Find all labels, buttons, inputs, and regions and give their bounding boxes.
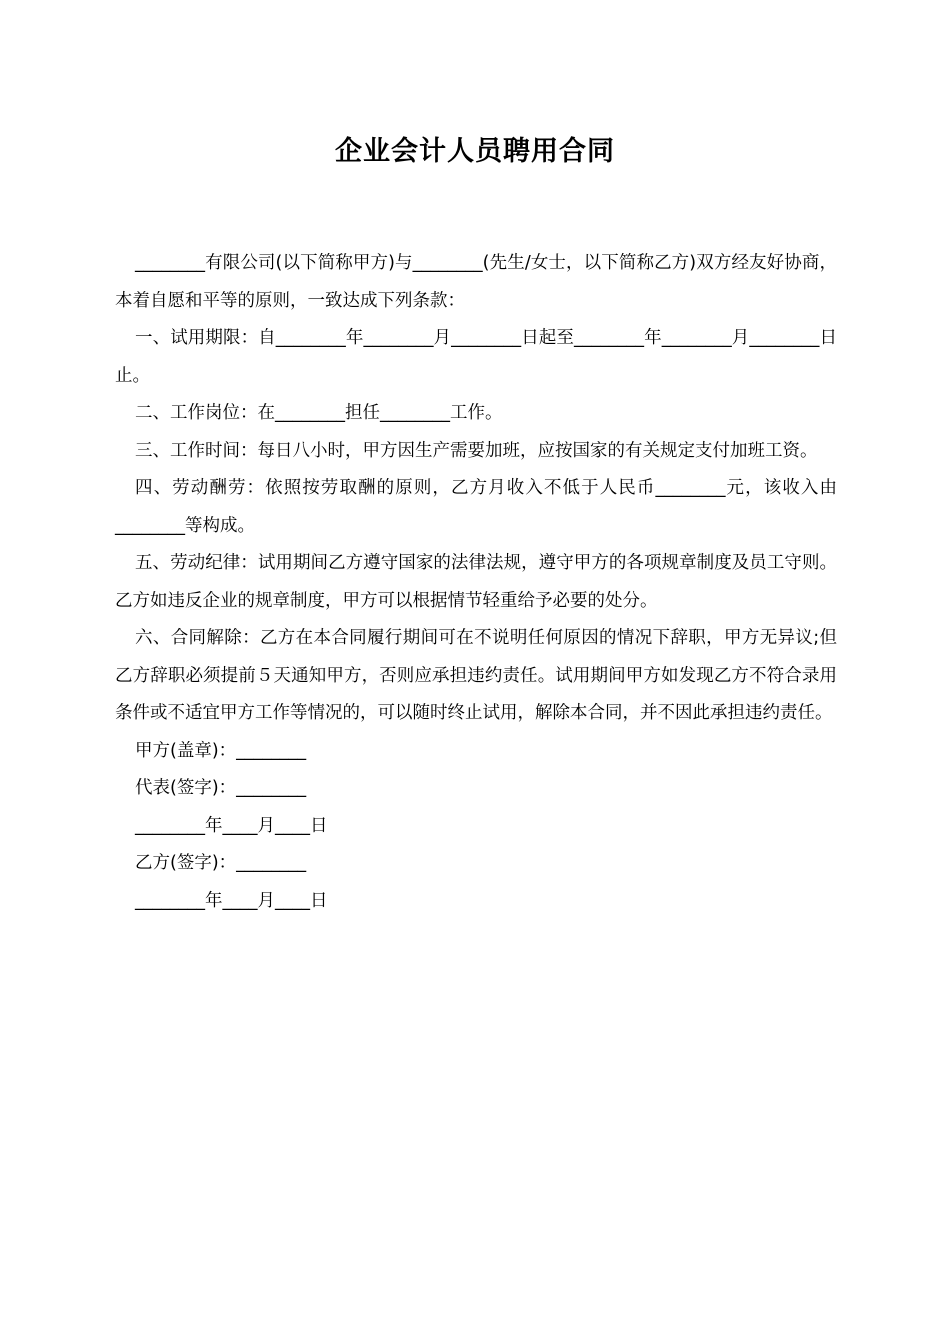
party-a-seal-line: 甲方(盖章)：________ bbox=[135, 740, 307, 761]
representative-signature-line: 代表(签字)：________ bbox=[135, 778, 307, 798]
party-b-date-line: ________年____月____日 bbox=[135, 890, 328, 911]
intro-paragraph: ________有限公司(以下简称甲方)与________(先生/女士，以下简称乙方)双方经友好协商，本着自愿和平等的原则，一致达成下列条款： bbox=[115, 253, 837, 311]
clause-working-hours: 三、工作时间：每日八小时，甲方因生产需要加班，应按国家的有关规定支付加班工资。 bbox=[135, 440, 818, 461]
clause-probation-period: 一、试用期限：自________年________月________日起至________年________月________日止。 bbox=[115, 328, 837, 386]
party-a-date-line: ________年____月____日 bbox=[135, 815, 328, 836]
party-b-signature-line: 乙方(签字)：________ bbox=[135, 853, 307, 873]
contract-body bbox=[115, 245, 837, 920]
clause-discipline: 五、劳动纪律：试用期间乙方遵守国家的法律法规，遵守甲方的各项规章制度及员工守则。乙方如违反企业的规章制度，甲方可以根据情节轻重给予必要的处分。 bbox=[115, 553, 837, 611]
clause-position: 二、工作岗位：在________担任________工作。 bbox=[135, 403, 503, 423]
clause-remuneration: 四、劳动酬劳：依照按劳取酬的原则，乙方月收入不低于人民币________元，该收入由________等构成。 bbox=[115, 478, 837, 536]
document-title: 企业会计人员聘用合同 bbox=[335, 136, 615, 167]
clause-termination: 六、合同解除：乙方在本合同履行期间可在不说明任何原因的情况下辞职，甲方无异议;但乙方辞职必须提前５天通知甲方，否则应承担违约责任。试用期间甲方如发现乙方不符合录用条件或不适宜甲方工作等情况的，可以随时终止试用，解除本合同，并不因此承担违约责任。 bbox=[115, 628, 837, 723]
